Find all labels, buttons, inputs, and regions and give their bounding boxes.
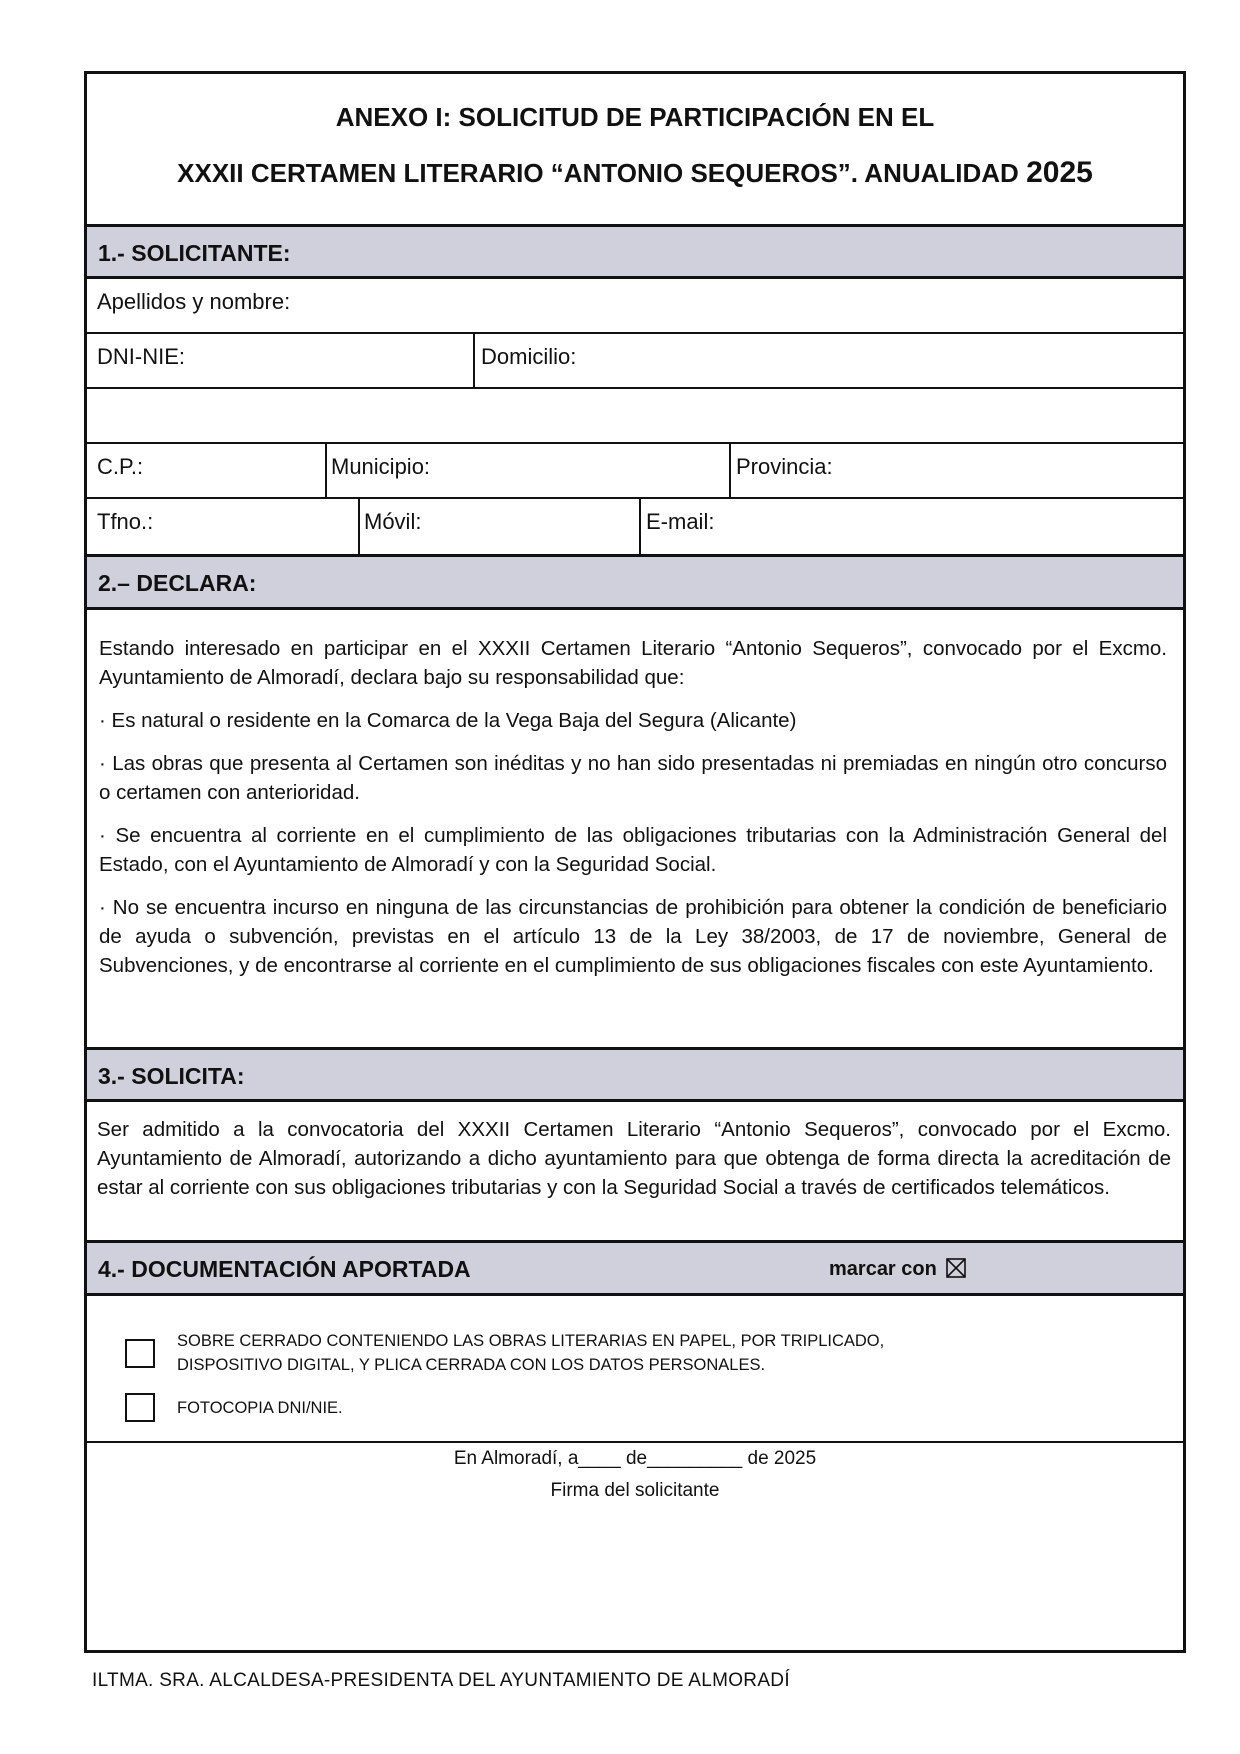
- field-email[interactable]: [639, 499, 1185, 554]
- section-3-heading: 3.- SOLICITA:: [98, 1063, 245, 1089]
- field-cp-label: C.P.:: [97, 454, 144, 479]
- field-municipality[interactable]: [325, 444, 729, 497]
- place-date-line: En Almoradí, a____ de_________ de 2025: [453, 1448, 817, 1469]
- mark-hint-text: marcar con: [829, 1258, 937, 1280]
- section-4-header: [87, 1240, 1183, 1296]
- signature-label: Firma del solicitante: [550, 1480, 720, 1501]
- mark-hint: [829, 1258, 966, 1281]
- section-3-header: [87, 1047, 1183, 1102]
- field-address[interactable]: [473, 334, 1183, 387]
- checkbox-id-photocopy[interactable]: [125, 1393, 155, 1422]
- section-2-header: [87, 554, 1183, 610]
- field-location-row: [87, 444, 1183, 499]
- signature-divider: [87, 1441, 1183, 1443]
- form-title: [87, 74, 1183, 224]
- field-mobile[interactable]: [358, 499, 639, 554]
- field-dni-address-row: [87, 334, 1183, 389]
- declaration-item: · Las obras que presenta al Certamen son inéditas y no han sido presentadas ni premiadas en ningún otro concurso o certamen con anterioridad.: [99, 752, 1167, 804]
- crossed-box-icon: [946, 1258, 966, 1278]
- signature-area[interactable]: [147, 1514, 1127, 1634]
- doc-item-id-photocopy: FOTOCOPIA DNI/NIE.: [177, 1399, 343, 1417]
- section-4-heading: 4.- DOCUMENTACIÓN APORTADA: [98, 1256, 471, 1282]
- title-line-1: ANEXO I: SOLICITUD DE PARTICIPACIÓN EN EL: [335, 102, 935, 132]
- field-mobile-label: Móvil:: [364, 509, 422, 534]
- title-line-2-text: XXXII CERTAMEN LITERARIO “ANTONIO SEQUEROS”. ANUALIDAD: [177, 158, 1019, 188]
- field-phone-label: Tfno.:: [97, 509, 154, 534]
- field-dni[interactable]: [87, 334, 473, 387]
- field-province-label: Provincia:: [736, 454, 833, 479]
- field-phone[interactable]: [87, 499, 358, 554]
- section-1-header: [87, 224, 1183, 279]
- declaration-item: · Se encuentra al corriente en el cumplimiento de las obligaciones tributarias con la Administración General del Estado, con el Ayuntamiento de Almoradí y con la Seguridad Social.: [99, 824, 1167, 876]
- field-dni-label: DNI-NIE:: [97, 344, 185, 369]
- declaration-item: · Es natural o residente en la Comarca de la Vega Baja del Segura (Alicante): [99, 709, 797, 732]
- field-address-continuation[interactable]: [87, 389, 1183, 444]
- field-name-label: Apellidos y nombre:: [97, 289, 291, 314]
- field-municipality-label: Municipio:: [331, 454, 431, 479]
- section-1-heading: 1.- SOLICITANTE:: [98, 240, 291, 266]
- footer-addressee: ILTMA. SRA. ALCALDESA-PRESIDENTA DEL AYUNTAMIENTO DE ALMORADÍ: [92, 1670, 790, 1691]
- doc-item-line: SOBRE CERRADO CONTENIENDO LAS OBRAS LITERARIAS EN PAPEL, POR TRIPLICADO,: [177, 1332, 885, 1350]
- doc-item-line: DISPOSITIVO DIGITAL, Y PLICA CERRADA CON LOS DATOS PERSONALES.: [177, 1356, 766, 1374]
- application-form: [84, 71, 1186, 1653]
- section-2-heading: 2.– DECLARA:: [98, 570, 257, 596]
- request-text: Ser admitido a la convocatoria del XXXII Certamen Literario “Antonio Sequeros”, convocado por el Excmo. Ayuntamiento de Almoradí, autorizando a dicho ayuntamiento para que obtenga de forma directa la acreditación de estar al corriente con sus obligaciones tributarias y con la Seguridad Social a través de certificados telemáticos.: [97, 1118, 1171, 1199]
- title-line-2: [87, 156, 1183, 190]
- field-email-label: E-mail:: [646, 509, 715, 534]
- checkbox-sealed-envelope[interactable]: [125, 1339, 155, 1368]
- title-year: 2025: [1026, 156, 1093, 189]
- doc-item-sealed-envelope: [177, 1329, 884, 1377]
- field-contact-row: [87, 499, 1183, 554]
- field-name-row[interactable]: [87, 279, 1183, 334]
- declaration-item: · No se encuentra incurso en ninguna de las circunstancias de prohibición para obtener la condición de beneficiario de ayuda o subvención, previstas en el artículo 13 de la Ley 38/2003, de 17 de noviembre, General de Subvenciones, y de encontrarse al corriente en el cumplimiento de sus obligaciones fiscales con este Ayuntamiento.: [99, 896, 1167, 977]
- field-address-label: Domicilio:: [481, 344, 577, 369]
- field-province[interactable]: [729, 444, 1185, 497]
- declaration-intro: Estando interesado en participar en el XXXII Certamen Literario “Antonio Sequeros”, convocado por el Excmo. Ayuntamiento de Almoradí, declara bajo su responsabilidad que:: [99, 637, 1167, 689]
- field-cp[interactable]: [87, 444, 325, 497]
